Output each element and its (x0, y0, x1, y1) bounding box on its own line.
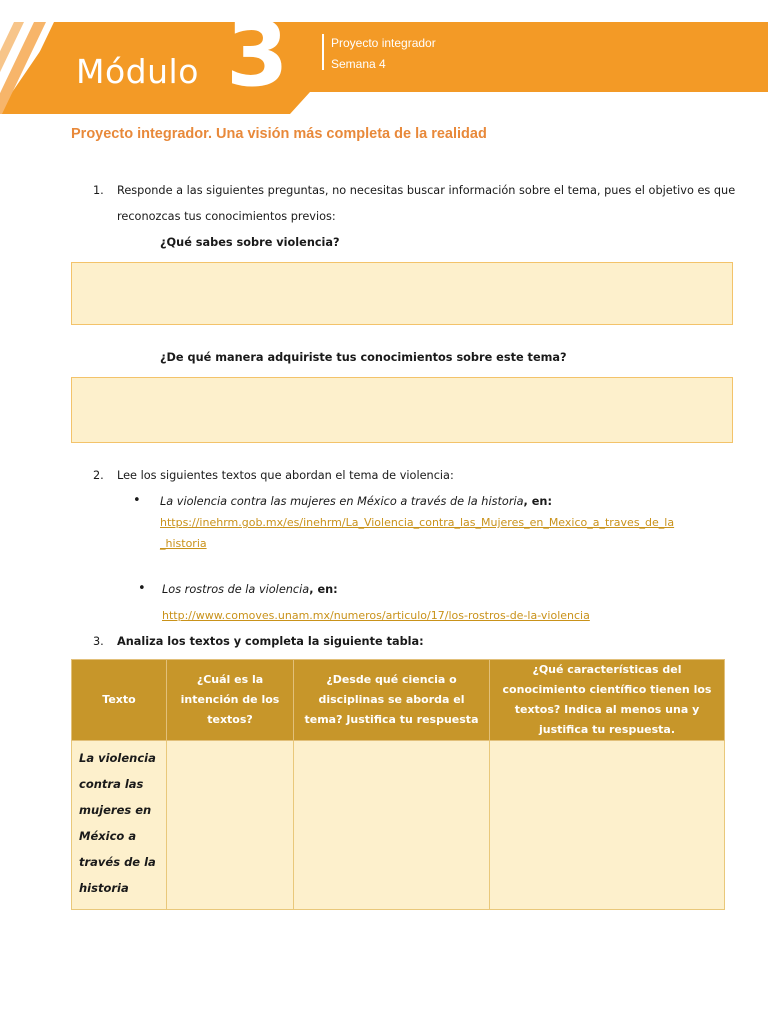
answer-box-2[interactable] (71, 377, 733, 443)
header-caracteristicas: ¿Qué características del conocimiento científico tienen los textos? Indica al menos una y justifica tu respuesta. (490, 660, 725, 741)
answer-box-1[interactable] (71, 262, 733, 325)
reading-2-suffix: , en: (309, 583, 338, 596)
answer-cell-caracteristicas[interactable] (490, 741, 725, 910)
reading-1-link-continued[interactable]: _historia (160, 537, 207, 550)
analysis-table (71, 659, 725, 910)
reading-2-title: Los rostros de la violencia (162, 583, 310, 596)
item-1-text-line1: Responde a las siguientes preguntas, no necesitas buscar información sobre el tema, pues el objetivo es que (117, 184, 736, 197)
reading-1-title: La violencia contra las mujeres en México a través de la historia (160, 495, 524, 508)
module-number: 3 (226, 2, 289, 107)
table-header-row (72, 660, 725, 741)
reading-2 (162, 583, 338, 596)
bullet-dot: • (138, 581, 146, 596)
question-1: ¿Qué sabes sobre violencia? (160, 236, 340, 249)
answer-cell-intencion[interactable] (167, 741, 294, 910)
reading-1 (160, 495, 552, 508)
item-2-text: Lee los siguientes textos que abordan el tema de violencia: (117, 469, 454, 482)
project-label: Proyecto integrador (331, 36, 436, 50)
table-row (72, 741, 725, 910)
header-intencion: ¿Cuál es la intención de los textos? (167, 660, 294, 741)
item-2-number: 2. (93, 469, 104, 482)
question-2: ¿De qué manera adquiriste tus conocimientos sobre este tema? (160, 351, 567, 364)
module-label: Módulo (76, 52, 199, 91)
week-label: Semana 4 (331, 57, 386, 71)
reading-1-link[interactable]: https://inehrm.gob.mx/es/inehrm/La_Violencia_contra_las_Mujeres_en_Mexico_a_traves_de_la (160, 516, 675, 529)
header-texto: Texto (72, 660, 167, 741)
document-title: Proyecto integrador. Una visión más completa de la realidad (71, 126, 487, 142)
module-banner (0, 2, 768, 114)
item-3-text: Analiza los textos y completa la siguiente tabla: (117, 635, 424, 648)
item-1-text-line2: reconozcas tus conocimientos previos: (117, 210, 336, 223)
banner-divider (322, 34, 324, 70)
reading-1-suffix: , en: (523, 495, 552, 508)
item-3-number: 3. (93, 635, 104, 648)
bullet-dot: • (133, 493, 141, 508)
header-disciplinas: ¿Desde qué ciencia o disciplinas se aborda el tema? Justifica tu respuesta (294, 660, 490, 741)
reading-2-link[interactable]: http://www.comoves.unam.mx/numeros/articulo/17/los-rostros-de-la-violencia (162, 609, 590, 622)
row-text-title (72, 741, 167, 910)
row-text-label: La violencia contra las mujeres en México a través de la historia (79, 751, 156, 895)
answer-cell-disciplinas[interactable] (294, 741, 490, 910)
banner-meta (331, 33, 436, 75)
item-1-number: 1. (93, 184, 104, 197)
